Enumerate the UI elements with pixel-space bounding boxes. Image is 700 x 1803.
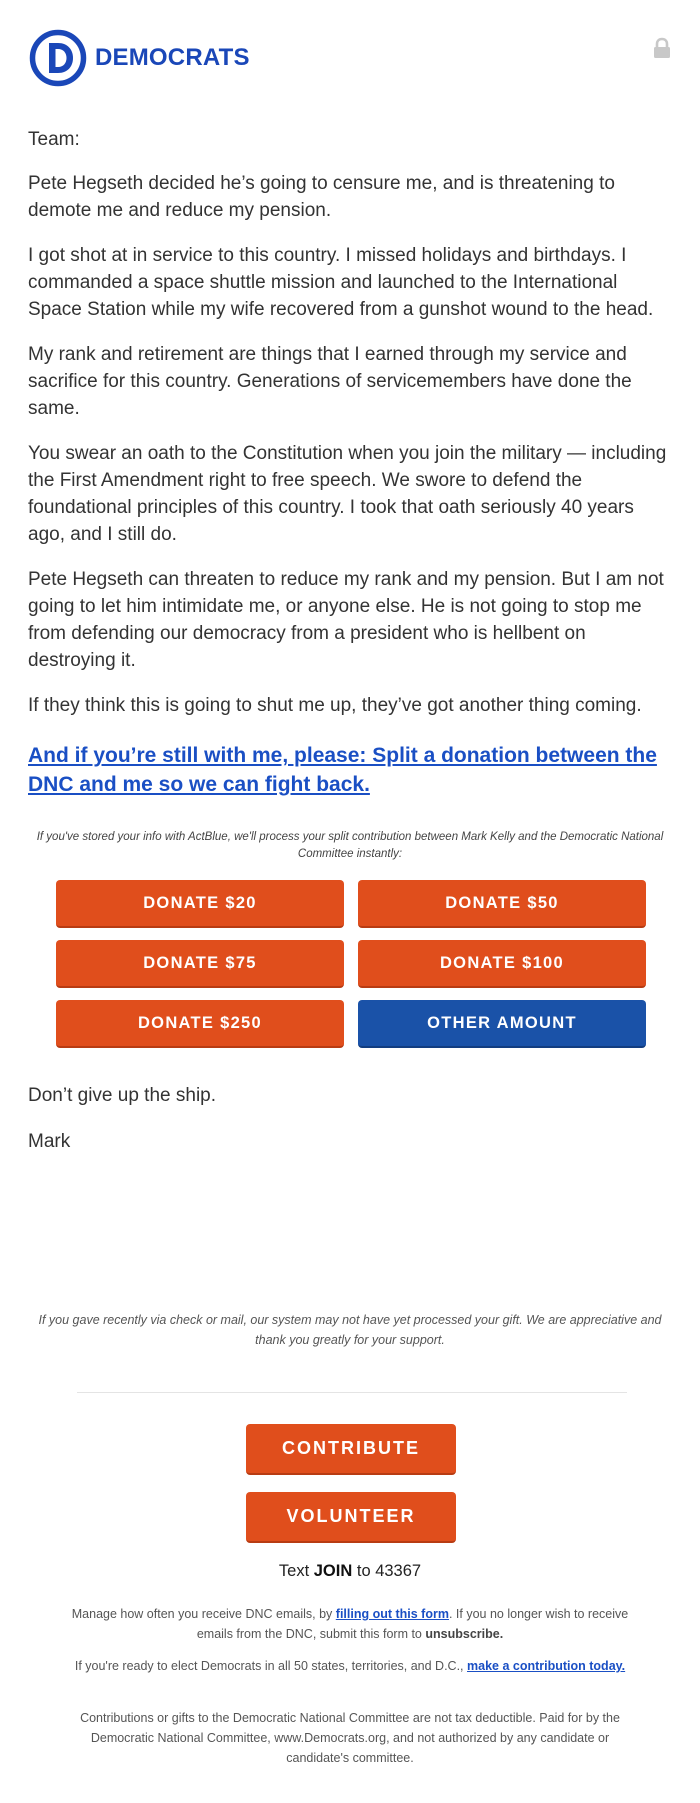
actblue-note: If you've stored your info with ActBlue, we'll process your split contribution between Mark Kelly and the Democratic National Committee instantly: xyxy=(36,831,664,860)
paragraph: Pete Hegseth can threaten to reduce my rank and my pension. But I am not going to let him intimidate me, or anyone else. He is not going to stop me from defending our democracy from a president who is hellbent on destroying it. xyxy=(28,569,664,671)
paragraph: I got shot at in service to this country. I missed holidays and birthdays. I commanded a space shuttle mission and launched to the International Space Station while my wife recovered from a gunshot wound to the head. xyxy=(28,245,654,320)
manage-emails-note xyxy=(70,1604,630,1644)
other-amount-button[interactable]: OTHER AMOUNT xyxy=(358,1000,646,1048)
manage-prefix: Manage how often you receive DNC emails, by xyxy=(71,1607,333,1621)
text-suffix: to 43367 xyxy=(356,1562,422,1580)
gift-note: If you gave recently via check or mail, our system may not have yet processed your gift. We are appreciative and thank you greatly for your support. xyxy=(38,1313,662,1347)
paragraph: Pete Hegseth decided he’s going to censure me, and is threatening to demote me and reduce my pension. xyxy=(28,173,615,221)
text-prefix: Text xyxy=(278,1562,310,1580)
donate-20-button[interactable]: DONATE $20 xyxy=(56,880,344,928)
text-join-line xyxy=(0,1562,700,1581)
donate-50-button[interactable]: DONATE $50 xyxy=(358,880,646,928)
donate-button-grid xyxy=(56,880,646,1048)
divider xyxy=(77,1392,627,1393)
signature: Mark xyxy=(28,1131,71,1152)
democrats-logo-icon[interactable] xyxy=(29,29,87,87)
donate-100-button[interactable]: DONATE $100 xyxy=(358,940,646,988)
unsubscribe-text[interactable]: unsubscribe. xyxy=(425,1627,504,1641)
elect-prefix: If you're ready to elect Democrats in all 50 states, territories, and D.C., xyxy=(74,1659,464,1673)
logo-wordmark: DEMOCRATS xyxy=(95,44,250,71)
text-keyword: JOIN xyxy=(313,1562,353,1580)
manage-mid: . If you no longer wish to receive emails from the DNC, submit this form to xyxy=(196,1607,629,1641)
split-donation-link[interactable]: And if you’re still with me, please: Split a donation between the DNC and me so we can fight back. xyxy=(28,744,657,796)
closing-line: Don’t give up the ship. xyxy=(28,1085,217,1106)
paragraph: If they think this is going to shut me up, they’ve got another thing coming. xyxy=(28,695,642,716)
volunteer-button[interactable]: VOLUNTEER xyxy=(246,1492,456,1543)
email-body xyxy=(28,126,672,863)
header xyxy=(29,29,250,87)
greeting: Team: xyxy=(28,129,80,150)
manage-preferences-link[interactable]: filling out this form xyxy=(335,1607,449,1621)
donate-250-button[interactable]: DONATE $250 xyxy=(56,1000,344,1048)
paragraph: You swear an oath to the Constitution when you join the military — including the First Amendment right to free speech. We swore to defend the foundational principles of this country. I took that oath seriously 40 years ago, and I still do. xyxy=(28,443,667,545)
donate-75-button[interactable]: DONATE $75 xyxy=(56,940,344,988)
paragraph: My rank and retirement are things that I earned through my service and sacrifice for this country. Generations of servicemembers have done the same. xyxy=(28,344,632,419)
elect-democrats-note xyxy=(70,1656,630,1676)
lock-icon xyxy=(652,37,672,59)
make-contribution-link[interactable]: make a contribution today. xyxy=(467,1659,626,1673)
contribute-button[interactable]: CONTRIBUTE xyxy=(246,1424,456,1475)
disclaimer: Contributions or gifts to the Democratic National Committee are not tax deductible. Paid for by the Democratic National Committee, www.Democrats.org, and not authorized by any candidate or candidate's committee. xyxy=(80,1711,620,1765)
